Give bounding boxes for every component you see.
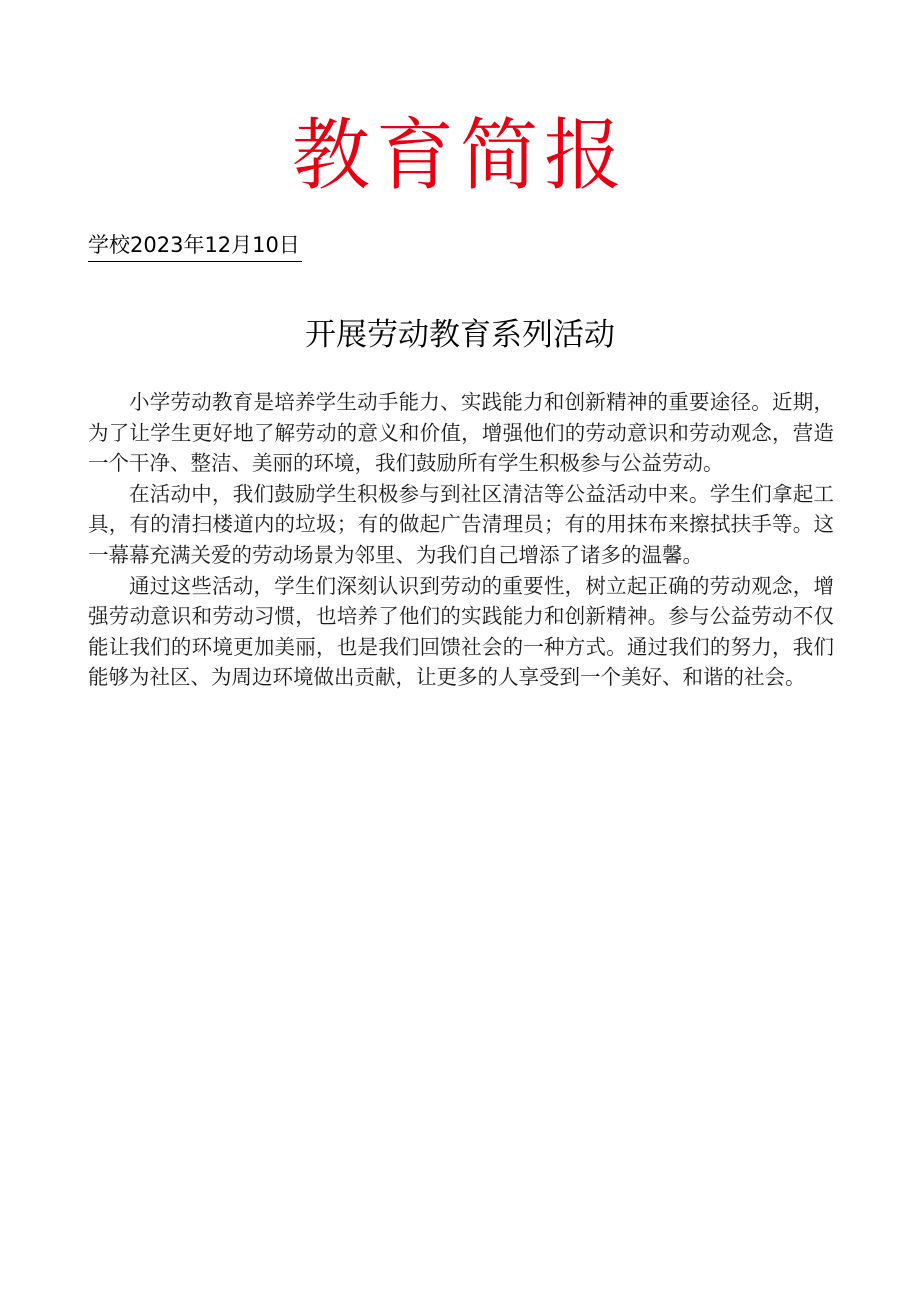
- article-title: 开展劳动教育系列活动: [305, 317, 615, 353]
- dateline: 学校2023年12月10日: [88, 229, 302, 262]
- masthead-title: 教育简报: [291, 111, 628, 201]
- paragraph: 在活动中，我们鼓励学生积极参与到社区清洁等公益活动中来。学生们拿起工具，有的清扫楼道内的垃圾；有的做起广告清理员；有的用抹布来擦拭扶手等。这一幕幕充满关爱的劳动场景为邻里、为我们自己增添了诸多的温馨。: [88, 481, 834, 567]
- article-body: [88, 387, 834, 693]
- paragraph: 通过这些活动，学生们深刻认识到劳动的重要性，树立起正确的劳动观念，增强劳动意识和劳动习惯，也培养了他们的实践能力和创新精神。参与公益劳动不仅能让我们的环境更加美丽，也是我们回馈社会的一种方式。通过我们的努力，我们能够为社区、为周边环境做出贡献，让更多的人享受到一个美好、和谐的社会。: [88, 573, 834, 690]
- paragraph: 小学劳动教育是培养学生动手能力、实践能力和创新精神的重要途径。近期，为了让学生更好地了解劳动的意义和价值，增强他们的劳动意识和劳动观念，营造一个干净、整洁、美丽的环境，我们鼓励所有学生积极参与公益劳动。: [88, 390, 834, 476]
